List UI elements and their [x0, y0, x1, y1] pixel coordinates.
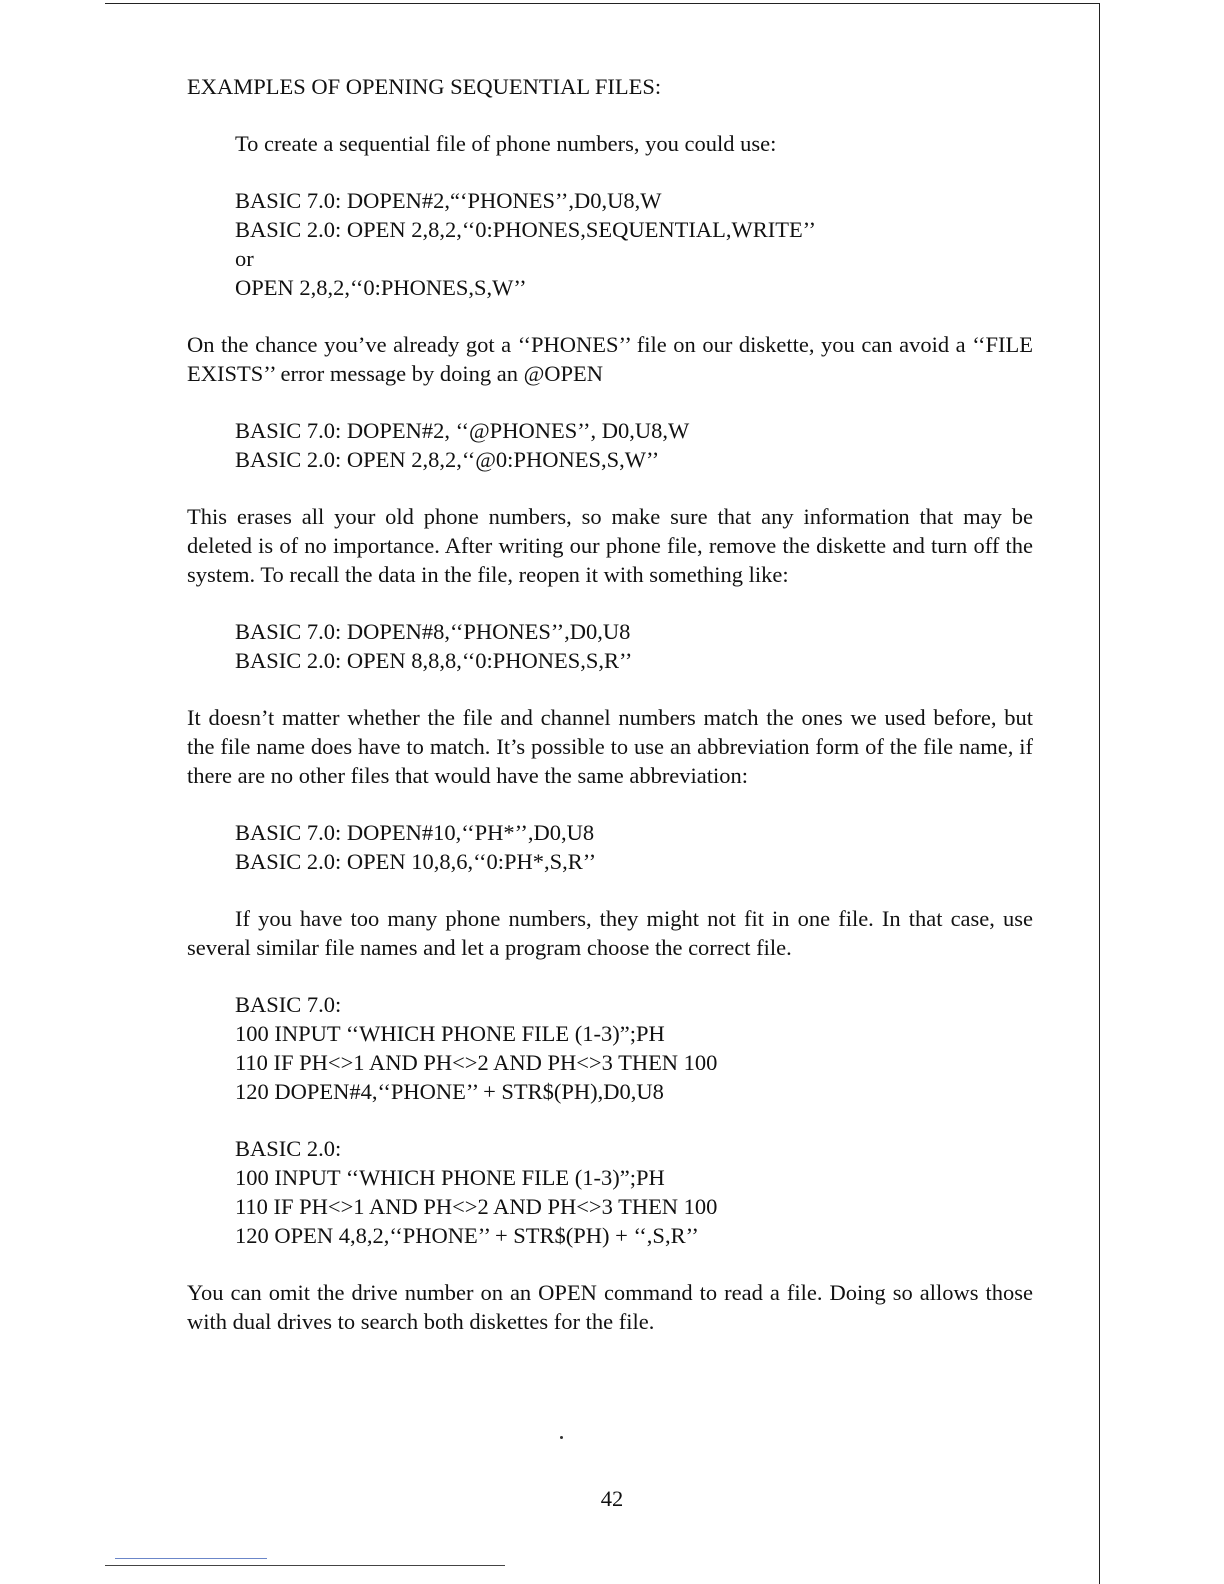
code-example-abbreviation: [187, 818, 1033, 876]
code-program-basic7: [187, 990, 1033, 1106]
code-line: BASIC 7.0: DOPEN#8,‘‘PHONES’’,D0,U8: [235, 619, 631, 644]
code-program-basic2: [187, 1134, 1033, 1250]
code-example-overwrite: [187, 416, 1033, 474]
paragraph-erases: This erases all your old phone numbers, so make sure that any information that may be deleted is of no importance. After writing our phone file, remove the diskette and turn off the system. To recall the data in the file, reopen it with something like:: [187, 504, 1033, 587]
code-line: BASIC 7.0: DOPEN#2, ‘‘@PHONES’’, D0,U8,W: [235, 418, 690, 443]
document-page: [187, 72, 1033, 1336]
code-line: 110 IF PH<>1 AND PH<>2 AND PH<>3 THEN 100: [235, 1050, 718, 1075]
scan-mark-bottom: [115, 1558, 267, 1559]
scan-speck: [560, 1436, 563, 1439]
code-line: BASIC 2.0: OPEN 10,8,6,‘‘0:PH*,S,R’’: [235, 849, 597, 874]
code-line: BASIC 7.0:: [235, 992, 342, 1017]
paragraph-omit-drive: You can omit the drive number on an OPEN command to read a file. Doing so allows those with dual drives to search both diskettes for the file.: [187, 1280, 1033, 1334]
intro-block: [187, 129, 1033, 158]
code-line: or: [235, 246, 254, 271]
code-line: 120 OPEN 4,8,2,‘‘PHONE’’ + STR$(PH) + ‘‘,S,R’’: [235, 1223, 699, 1248]
code-line: BASIC 2.0: OPEN 2,8,2,‘‘@0:PHONES,S,W’’: [235, 447, 660, 472]
paragraph-too-many: If you have too many phone numbers, they might not fit in one file. In that case, use several similar file names and let a program choose the correct file.: [187, 906, 1033, 960]
scan-border-top: [105, 3, 1100, 4]
scan-border-right: [1099, 3, 1100, 1584]
code-line: 110 IF PH<>1 AND PH<>2 AND PH<>3 THEN 100: [235, 1194, 718, 1219]
code-line: BASIC 2.0: OPEN 8,8,8,‘‘0:PHONES,S,R’’: [235, 648, 633, 673]
paragraph-file-name-match: It doesn’t matter whether the file and channel numbers match the ones we used before, but the file name does have to match. It’s possible to use an abbreviation form of the file name, if there are no other files that would have the same abbreviation:: [187, 705, 1033, 788]
code-line: 100 INPUT ‘‘WHICH PHONE FILE (1-3)”;PH: [235, 1165, 665, 1190]
code-line: 100 INPUT ‘‘WHICH PHONE FILE (1-3)”;PH: [235, 1021, 665, 1046]
code-line: 120 DOPEN#4,‘‘PHONE’’ + STR$(PH),D0,U8: [235, 1079, 664, 1104]
section-heading: EXAMPLES OF OPENING SEQUENTIAL FILES:: [187, 74, 662, 99]
code-line: BASIC 7.0: DOPEN#2,“‘PHONES’’,D0,U8,W: [235, 188, 662, 213]
code-example-write: [187, 186, 1033, 302]
code-line: BASIC 2.0: OPEN 2,8,2,‘‘0:PHONES,SEQUENTIAL,WRITE’’: [235, 217, 817, 242]
code-line: BASIC 2.0:: [235, 1136, 342, 1161]
intro-text: To create a sequential file of phone numbers, you could use:: [235, 131, 777, 156]
scan-border-bottom: [105, 1565, 505, 1566]
code-example-read: [187, 617, 1033, 675]
paragraph-file-exists: On the chance you’ve already got a ‘‘PHONES’’ file on our diskette, you can avoid a ‘‘FILE EXISTS’’ error message by doing an @OPEN: [187, 332, 1033, 386]
page-number: 42: [600, 1486, 624, 1511]
code-line: OPEN 2,8,2,‘‘0:PHONES,S,W’’: [235, 275, 527, 300]
code-line: BASIC 7.0: DOPEN#10,‘‘PH*’’,D0,U8: [235, 820, 595, 845]
